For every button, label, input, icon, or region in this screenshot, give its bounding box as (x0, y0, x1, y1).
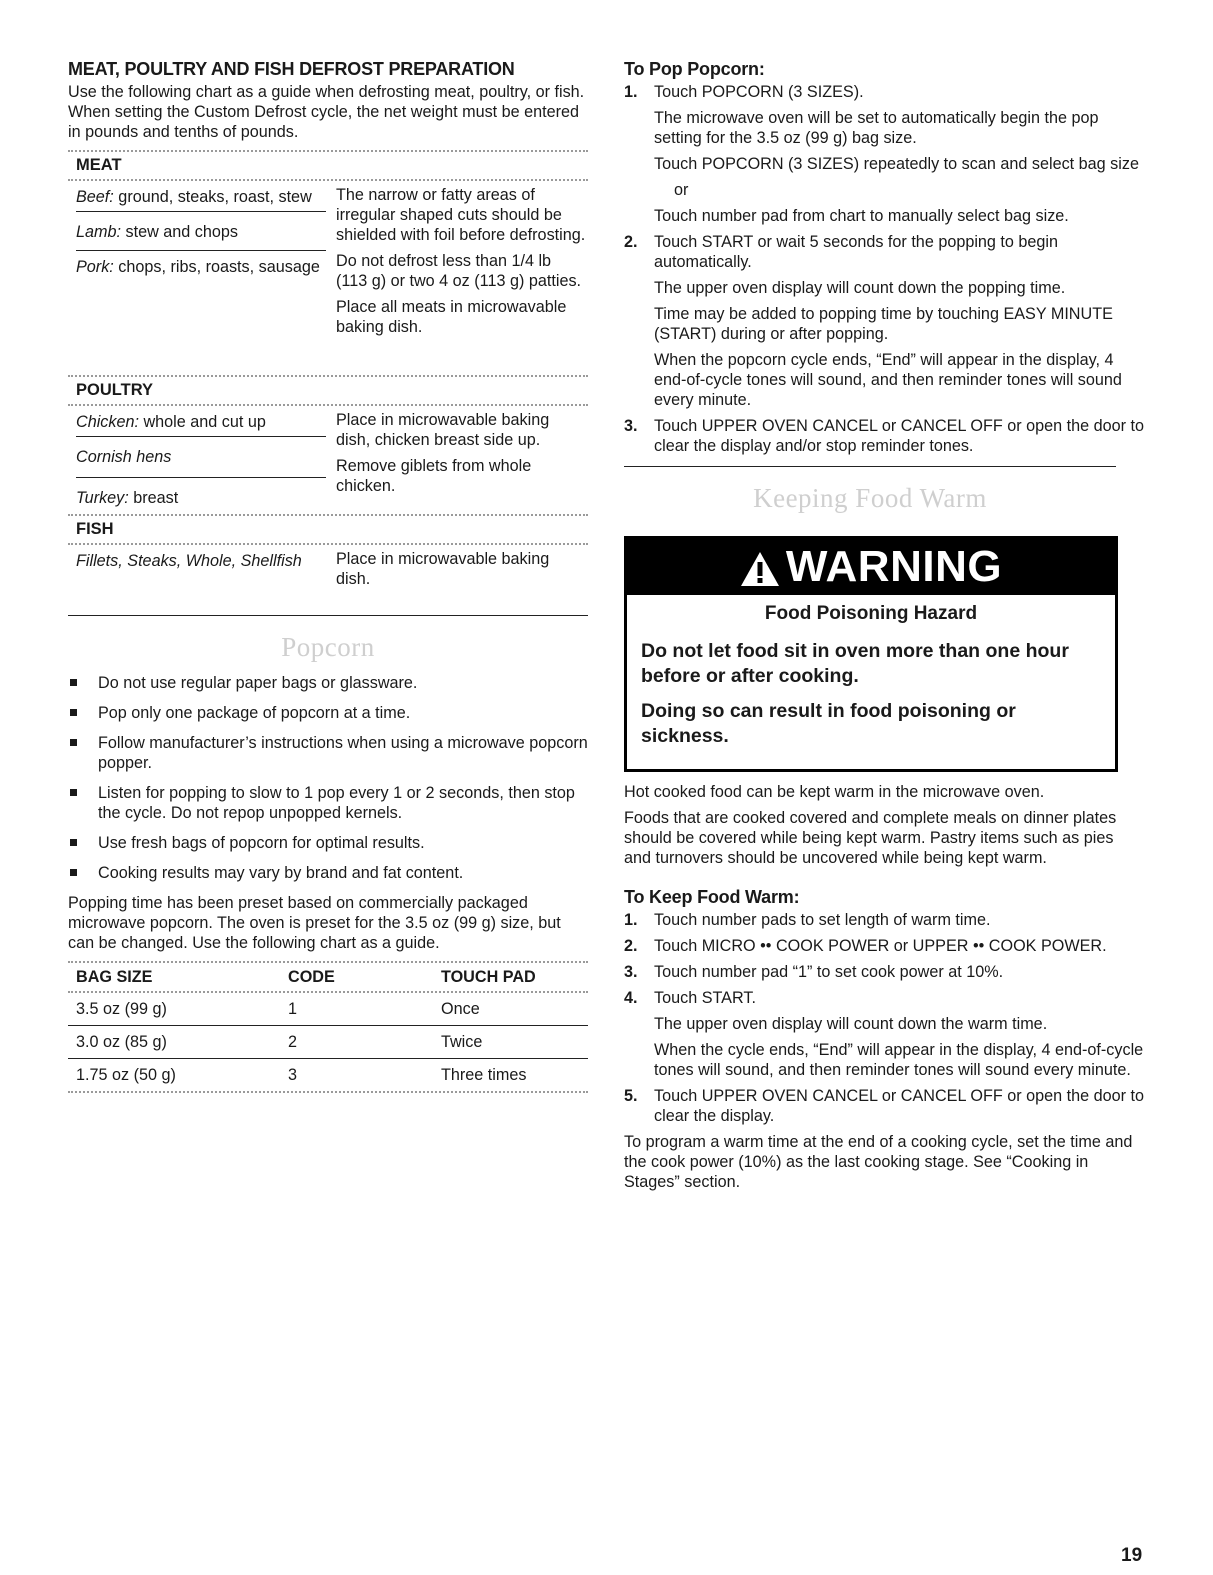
table-cell: 1 (288, 1000, 298, 1018)
warning-box (624, 536, 1118, 772)
meat-note-dish: Place all meats in microwavable baking dish. (336, 298, 567, 336)
fish-item: Fillets, Steaks, Whole, Shellfish (76, 552, 302, 570)
pop-popcorn-title: To Pop Popcorn: (624, 59, 765, 79)
table-cell: 1.75 oz (50 g) (76, 1066, 176, 1084)
step-1 (624, 910, 1144, 930)
warning-text: Doing so can result in food poisoning or sickness. (641, 700, 1016, 747)
warm-steps (624, 910, 1144, 1126)
defrost-title: MEAT, POULTRY AND FISH DEFROST PREPARATION (68, 59, 515, 79)
step-text: Touch START. (654, 989, 756, 1007)
keeping-warm-section-title: Keeping Food Warm (753, 483, 987, 513)
step-number: 3. (624, 963, 638, 981)
bullet-icon (70, 679, 77, 686)
fish-rows (68, 545, 588, 605)
cornish-item: Cornish hens (76, 437, 326, 478)
popcorn-table (68, 961, 588, 1093)
step-1 (624, 82, 1144, 226)
step-number: 1. (624, 83, 638, 101)
list-item: Use fresh bags of popcorn for optimal results. (68, 833, 588, 853)
bullet-icon (70, 869, 77, 876)
meat-note-shield: The narrow or fatty areas of irregular shaped cuts should be shielded with foil before defrosting. (336, 186, 586, 244)
column-header: TOUCH PAD (441, 968, 536, 986)
step-4 (624, 988, 1144, 1080)
step-number: 5. (624, 1087, 638, 1105)
poultry-note-dish: Place in microwavable baking dish, chicken breast side up. (336, 411, 550, 449)
fish-heading: FISH (76, 520, 114, 538)
poultry-heading: POULTRY (76, 381, 153, 399)
meat-rows (68, 181, 588, 375)
step-3 (624, 962, 1144, 982)
meat-heading: MEAT (76, 156, 122, 174)
page-number: 19 (1121, 1545, 1143, 1566)
step-detail: The microwave oven will be set to automatically begin the pop setting for the 3.5 oz (99 g) bag size. (654, 109, 1099, 147)
list-item: Listen for popping to slow to 1 pop every 1 or 2 seconds, then stop the cycle. Do not repop unpopped kernels. (68, 783, 588, 823)
section-rule (624, 466, 1116, 467)
step-or: or (674, 181, 689, 199)
popcorn-bullets (68, 673, 588, 883)
warning-label: WARNING (785, 542, 1003, 591)
list-item: Do not use regular paper bags or glassware. (68, 673, 588, 693)
table-row (68, 1026, 588, 1058)
warm-paragraph: Foods that are cooked covered and complete meals on dinner plates should be covered while being kept warm. Pastry items such as pies and turnovers should be uncovered while being kept warm. (624, 809, 1117, 867)
left-column (68, 58, 588, 1093)
step-number: 1. (624, 911, 638, 929)
step-detail: Touch POPCORN (3 SIZES) repeatedly to scan and select bag size (654, 155, 1139, 173)
warning-triangle-icon (740, 551, 780, 587)
warm-final-paragraph: To program a warm time at the end of a cooking cycle, set the time and the cook power (10%) as the last cooking stage. See “Cooking in Stages” section. (624, 1133, 1133, 1191)
step-detail: Touch number pad from chart to manually select bag size. (654, 207, 1069, 225)
step-detail: The upper oven display will count down the popping time. (654, 279, 1066, 297)
step-detail: Time may be added to popping time by touching EASY MINUTE (START) during or after popping. (654, 305, 1113, 343)
warning-body (627, 595, 1115, 769)
pop-steps (624, 82, 1144, 456)
list-item: Pop only one package of popcorn at a time. (68, 703, 588, 723)
bullet-icon (70, 739, 77, 746)
step-5 (624, 1086, 1144, 1126)
step-2 (624, 936, 1144, 956)
step-detail: When the cycle ends, “End” will appear in the display, 4 end-of-cycle tones will sound, and then reminder tones will sound every minute. (654, 1041, 1144, 1079)
column-header: BAG SIZE (76, 968, 153, 986)
table-cell: Twice (441, 1033, 483, 1051)
table-cell: 3.5 oz (99 g) (76, 1000, 167, 1018)
table-divider (68, 1091, 588, 1093)
table-cell: 3 (288, 1066, 298, 1084)
popcorn-intro: Popping time has been preset based on commercially packaged microwave popcorn. The oven is preset for the 3.5 oz (99 g) size, but can be changed. Use the following chart as a guide. (68, 894, 561, 952)
step-number: 4. (624, 989, 638, 1007)
section-rule (68, 615, 588, 616)
step-number: 2. (624, 937, 638, 955)
table-cell: Once (441, 1000, 480, 1018)
step-text: Touch number pads to set length of warm time. (654, 911, 991, 929)
table-row (68, 993, 588, 1025)
lamb-item: Lamb: stew and chops (76, 212, 326, 251)
step-text: Touch MICRO •• COOK POWER or UPPER •• COOK POWER. (654, 937, 1107, 955)
poultry-rows (68, 406, 588, 514)
step-2 (624, 232, 1144, 410)
bullet-icon (70, 709, 77, 716)
pork-item: Pork: chops, ribs, roasts, sausage (76, 258, 320, 276)
turkey-item: Turkey: breast (76, 489, 179, 507)
step-number: 3. (624, 417, 638, 435)
bullet-icon (70, 789, 77, 796)
column-header: CODE (288, 968, 335, 986)
keep-warm-title: To Keep Food Warm: (624, 887, 800, 907)
warm-paragraph: Hot cooked food can be kept warm in the microwave oven. (624, 783, 1045, 801)
fish-note: Place in microwavable baking dish. (336, 550, 550, 588)
step-text: Touch START or wait 5 seconds for the popping to begin automatically. (654, 233, 1059, 271)
step-text: Touch UPPER OVEN CANCEL or CANCEL OFF or open the door to clear the display and/or stop reminder tones. (654, 417, 1145, 455)
table-header-row (68, 963, 588, 991)
step-text: Touch POPCORN (3 SIZES). (654, 83, 864, 101)
table-row (68, 1059, 588, 1091)
warning-text: Do not let food sit in oven more than one hour before or after cooking. (641, 640, 1069, 687)
defrost-intro: Use the following chart as a guide when defrosting meat, poultry, or fish. When setting the Custom Defrost cycle, the net weight must be entered in pounds and tenths of pounds. (68, 83, 585, 141)
beef-item: Beef: ground, steaks, roast, stew (76, 185, 326, 212)
list-item: Follow manufacturer’s instructions when using a microwave popcorn popper. (68, 733, 588, 773)
popcorn-section-title: Popcorn (281, 632, 375, 662)
table-cell: 2 (288, 1033, 298, 1051)
step-number: 2. (624, 233, 638, 251)
table-cell: Three times (441, 1066, 527, 1084)
chicken-item: Chicken: whole and cut up (76, 410, 326, 437)
step-3 (624, 416, 1144, 456)
defrost-table (68, 150, 588, 605)
step-text: Touch UPPER OVEN CANCEL or CANCEL OFF or open the door to clear the display. (654, 1087, 1145, 1125)
bullet-icon (70, 839, 77, 846)
warning-hazard: Food Poisoning Hazard (764, 603, 978, 624)
meat-note-min-weight: Do not defrost less than 1/4 lb (113 g) or two 4 oz (113 g) patties. (336, 252, 582, 290)
step-detail: The upper oven display will count down the warm time. (654, 1015, 1048, 1033)
table-cell: 3.0 oz (85 g) (76, 1033, 167, 1051)
poultry-note-giblets: Remove giblets from whole chicken. (336, 457, 532, 495)
right-column (624, 58, 1144, 1192)
list-item: Cooking results may vary by brand and fat content. (68, 863, 588, 883)
warning-header (627, 539, 1115, 595)
step-detail: When the popcorn cycle ends, “End” will appear in the display, 4 end-of-cycle tones will sound, and then reminder tones will sound every minute. (654, 351, 1122, 409)
step-text: Touch number pad “1” to set cook power at 10%. (654, 963, 1004, 981)
